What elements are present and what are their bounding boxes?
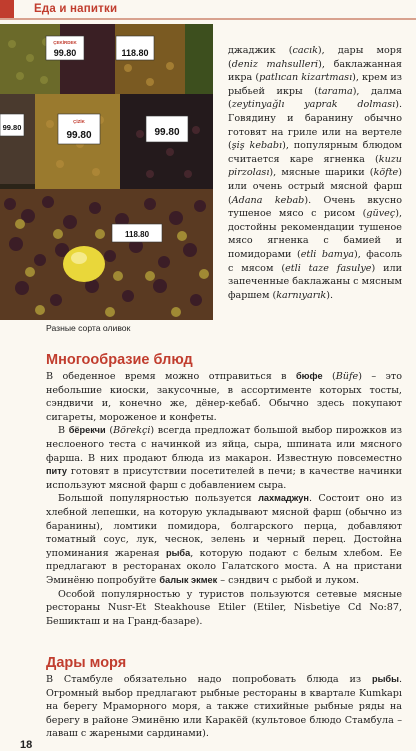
- italic-term: cacık: [292, 45, 318, 56]
- section-heading-dishes: Многообразие блюд: [46, 352, 193, 368]
- text-run: джаджик (: [228, 45, 293, 56]
- italic-term: patlıcan kizartması: [259, 72, 353, 84]
- section-body-seafood: [46, 673, 402, 741]
- text-run: ) – это небольшие киоски, закусочные, в ассортименте которых тосты, сэндвичи и, конечно же, дёнер-кебаб. Обычно здесь покупают сигареты, мороженое и конфеты.: [46, 371, 402, 423]
- text-run: В: [58, 425, 69, 437]
- text-run: . Состоит оно из хлебной лепешки, на которую укладывают мясной фарш (обычно из баранины), ломтики помидора, болгарского перца, добавляют томатный соус, лук, чеснок, зелень и черный перец. Достойна упоминания жареная: [46, 493, 402, 559]
- section-title: Еда и напитки: [34, 3, 118, 15]
- text-run: ).: [326, 289, 334, 301]
- text-run: ), достойны рекомендации тушеное мясо ягненка с бамией и помидорами (: [228, 208, 402, 260]
- text-run: ), дары моря (: [228, 45, 402, 70]
- paragraph: [46, 424, 402, 492]
- text-run: , которую подают с белым хлебом. Ее предлагают в ресторанах около Галатского моста. А на пристани Эминёню попробуйте: [46, 547, 402, 586]
- italic-term: köfte: [373, 167, 399, 179]
- paragraph: [46, 588, 402, 629]
- header-rule: [0, 18, 416, 20]
- text-run: Особой популярностью у туристов пользуются сетевые мясные рестораны Nusr-Et Steakhouse Etiler (Etiler, Nisbetiye Cd No:87, Бешикташ и на Гранд-базаре).: [46, 588, 402, 627]
- highlight-term: рыба: [165, 547, 191, 558]
- highlight-term: лахмаджун: [258, 493, 309, 504]
- photo-caption: Разные сорта оливок: [46, 323, 131, 333]
- text-run: готовят в присутствии посетителей в печи; в качестве начинки используют мясной фарш с добавлением сыра.: [46, 466, 402, 491]
- italic-term: şiş kebabı: [231, 140, 283, 152]
- price-sign-5: 99.80: [154, 127, 180, 138]
- price-sign-4: 99.80: [66, 130, 92, 141]
- italic-term: deniz mahsulleri: [231, 58, 319, 70]
- text-run: ), мясные шарики (: [269, 167, 374, 179]
- italic-term: Börekçi: [113, 425, 151, 437]
- text-run: ), баклажанная икра (: [228, 58, 402, 84]
- olives-photo: [0, 24, 213, 320]
- text-run: ). Говядину и баранину обычно готовят на гриле или на вертеле (: [228, 99, 402, 152]
- text-run: (: [105, 425, 114, 437]
- highlight-term: рыбы: [371, 674, 399, 684]
- section-tab: [0, 0, 14, 18]
- sign-label-2: ÇİZİK: [73, 119, 85, 124]
- section-body-dishes: [46, 370, 402, 628]
- paragraph: [46, 492, 402, 587]
- price-sign-1: 99.80: [53, 48, 77, 58]
- text-run: ) или очень острый мясной фарш (: [228, 167, 402, 206]
- highlight-term: балык экмек: [159, 574, 218, 585]
- page-number: 18: [20, 739, 33, 751]
- text-run: ) всегда предложат большой выбор пирожков из неслоеного теста с начинкой из яйца, сыра, шпината или мясного фарша. В них продают блюда из макарон. Известную повсеместно: [46, 425, 402, 464]
- text-run: . Огромный выбор предлагают рыбные рестораны в квартале Kumkapı на берегу Мраморного моря, а также стихийные рыбные ряды на берегу в районе Эминёню или Каракёй (культовое блюдо Стамбула – лаваш с жареными сардинами).: [46, 674, 402, 740]
- italic-term: karnıyarık: [276, 289, 327, 301]
- text-run: ). Очень вкусно тушеное мясо с рисом (: [228, 194, 402, 220]
- text-run: ), популярным блюдом считается каре ягненка (: [228, 140, 403, 165]
- text-run: ), фасоль с мясом (: [228, 248, 402, 274]
- paragraph: [46, 370, 402, 424]
- italic-term: kuzu pirzolası: [228, 153, 402, 179]
- italic-term: zeytinyağlı yaprak dolması: [231, 99, 396, 111]
- italic-term: etli taze fasulye: [285, 262, 372, 274]
- highlight-term: бюфе: [296, 371, 323, 381]
- price-sign-2: 118.80: [121, 48, 149, 58]
- text-run: Большой популярностью пользуется: [58, 493, 259, 505]
- highlight-term: питу: [46, 466, 68, 477]
- italic-term: güveç: [366, 208, 396, 220]
- text-run: В обеденное время можно отправиться в: [46, 371, 296, 382]
- sign-label-1: ÇEKİRDEK: [53, 40, 77, 45]
- italic-term: Adana kebab: [231, 194, 305, 206]
- right-column-text: [228, 44, 402, 302]
- text-run: В Стамбуле обязательно надо попробовать блюда из: [46, 674, 372, 685]
- price-sign-3: 99.80: [2, 123, 22, 132]
- price-sign-6: 118.80: [124, 230, 150, 239]
- page-header: [0, 0, 416, 18]
- highlight-term: бёрекчи: [68, 425, 106, 436]
- italic-term: tarama: [317, 85, 353, 97]
- section-heading-seafood: Дары моря: [46, 655, 127, 671]
- olives-illustration: [0, 24, 213, 320]
- text-run: ), далма (: [228, 85, 402, 111]
- paragraph: [46, 673, 402, 741]
- text-run: – сэндвич с рыбой и луком.: [217, 574, 359, 586]
- italic-term: etli bamya: [300, 248, 354, 260]
- text-run: ) или запеченные баклажаны с мясным фаршем (: [228, 262, 402, 301]
- text-run: (: [322, 371, 336, 382]
- italic-term: Büfe: [335, 371, 359, 382]
- right-column-paragraph: [228, 44, 402, 302]
- text-run: ), крем из рыбьей икры (: [228, 72, 402, 97]
